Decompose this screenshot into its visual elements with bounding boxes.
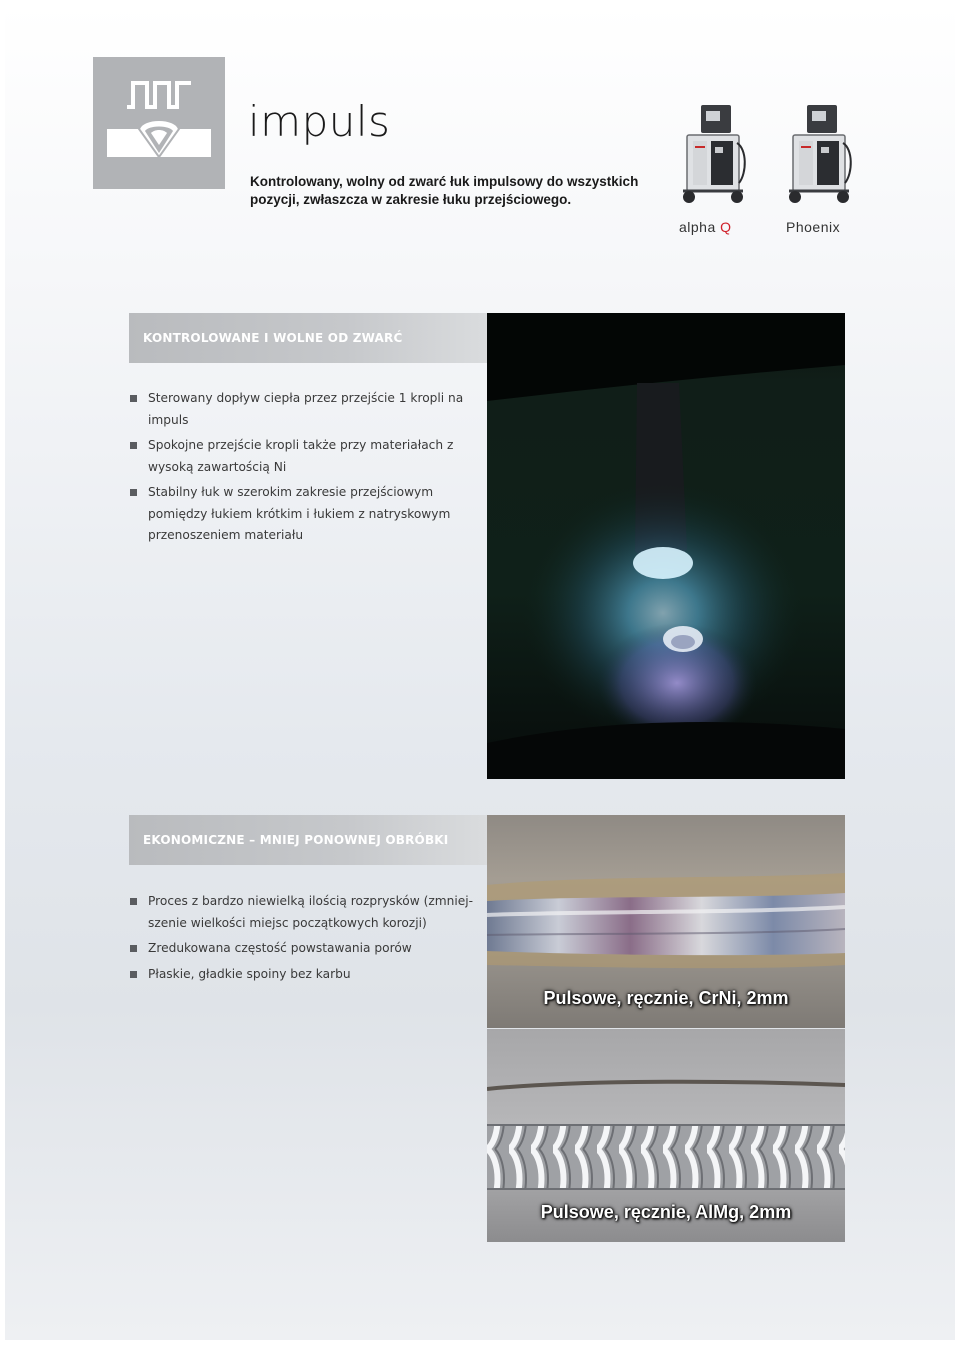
bullet-square-icon — [130, 898, 137, 905]
page-subtitle: Kontrolowany, wolny od zwarć łuk impulsowy do wszystkich pozycji, zwłaszcza w zakresie łuku przejściowego. — [250, 174, 639, 207]
brochure-page — [5, 5, 955, 1340]
machine-label-phoenix: Phoenix — [786, 219, 841, 235]
bullet-text: Zredukowana częstość powstawania porów — [148, 941, 412, 955]
bullet-text: Płaskie, gładkie spoiny bez karbu — [148, 966, 351, 981]
bullet-text: Proces z bardzo niewielką ilością rozprysków (zmniej-szenie wielkości miejsc początkowych korozji) — [148, 894, 473, 930]
section2-bullet-list — [129, 891, 474, 989]
machine-name-suffix: Q — [720, 219, 732, 235]
bullet-text: Sterowany dopływ ciepła przez przejście 1 kropli na impuls — [148, 391, 464, 427]
welding-machine-icon — [785, 103, 855, 205]
section-heading-kontrolowane: KONTROLOWANE I WOLNE OD ZWARĆ — [129, 313, 489, 363]
section1-bullet-list — [129, 388, 469, 551]
section-heading-ekonomiczne: EKONOMICZNE – MNIEJ PONOWNEJ OBRÓBKI — [129, 815, 489, 865]
machine-name-prefix: alpha — [679, 219, 721, 235]
bullet-text: Stabilny łuk w szerokim zakresie przejściowym pomiędzy łukiem krótkim i łukiem z natryskowym przenoszeniem materiału — [148, 485, 451, 542]
list-item — [129, 482, 469, 547]
weld-seam-almg-photo — [487, 1029, 845, 1242]
machine-label-alpha-q — [679, 219, 732, 235]
list-item — [129, 435, 469, 478]
bullet-square-icon — [130, 971, 137, 978]
photo-caption-crni: Pulsowe, ręcznie, CrNi, 2mm — [543, 988, 789, 1008]
list-item — [129, 891, 474, 934]
bullet-square-icon — [130, 945, 137, 952]
list-item — [129, 964, 474, 986]
bullet-text: Spokojne przejście kropli także przy materiałach z wysoką zawartością Ni — [148, 438, 454, 474]
bullet-square-icon — [130, 395, 137, 402]
photo-caption-almg: Pulsowe, ręcznie, AlMg, 2mm — [540, 1202, 792, 1222]
weld-seam-crni-photo — [487, 815, 845, 1028]
page-title: impuls — [248, 97, 391, 146]
welding-arc-photo — [487, 313, 845, 779]
pulse-weld-icon — [93, 57, 225, 189]
bullet-square-icon — [130, 489, 137, 496]
list-item — [129, 938, 474, 960]
welding-machine-icon — [679, 103, 749, 205]
bullet-square-icon — [130, 442, 137, 449]
list-item — [129, 388, 469, 431]
